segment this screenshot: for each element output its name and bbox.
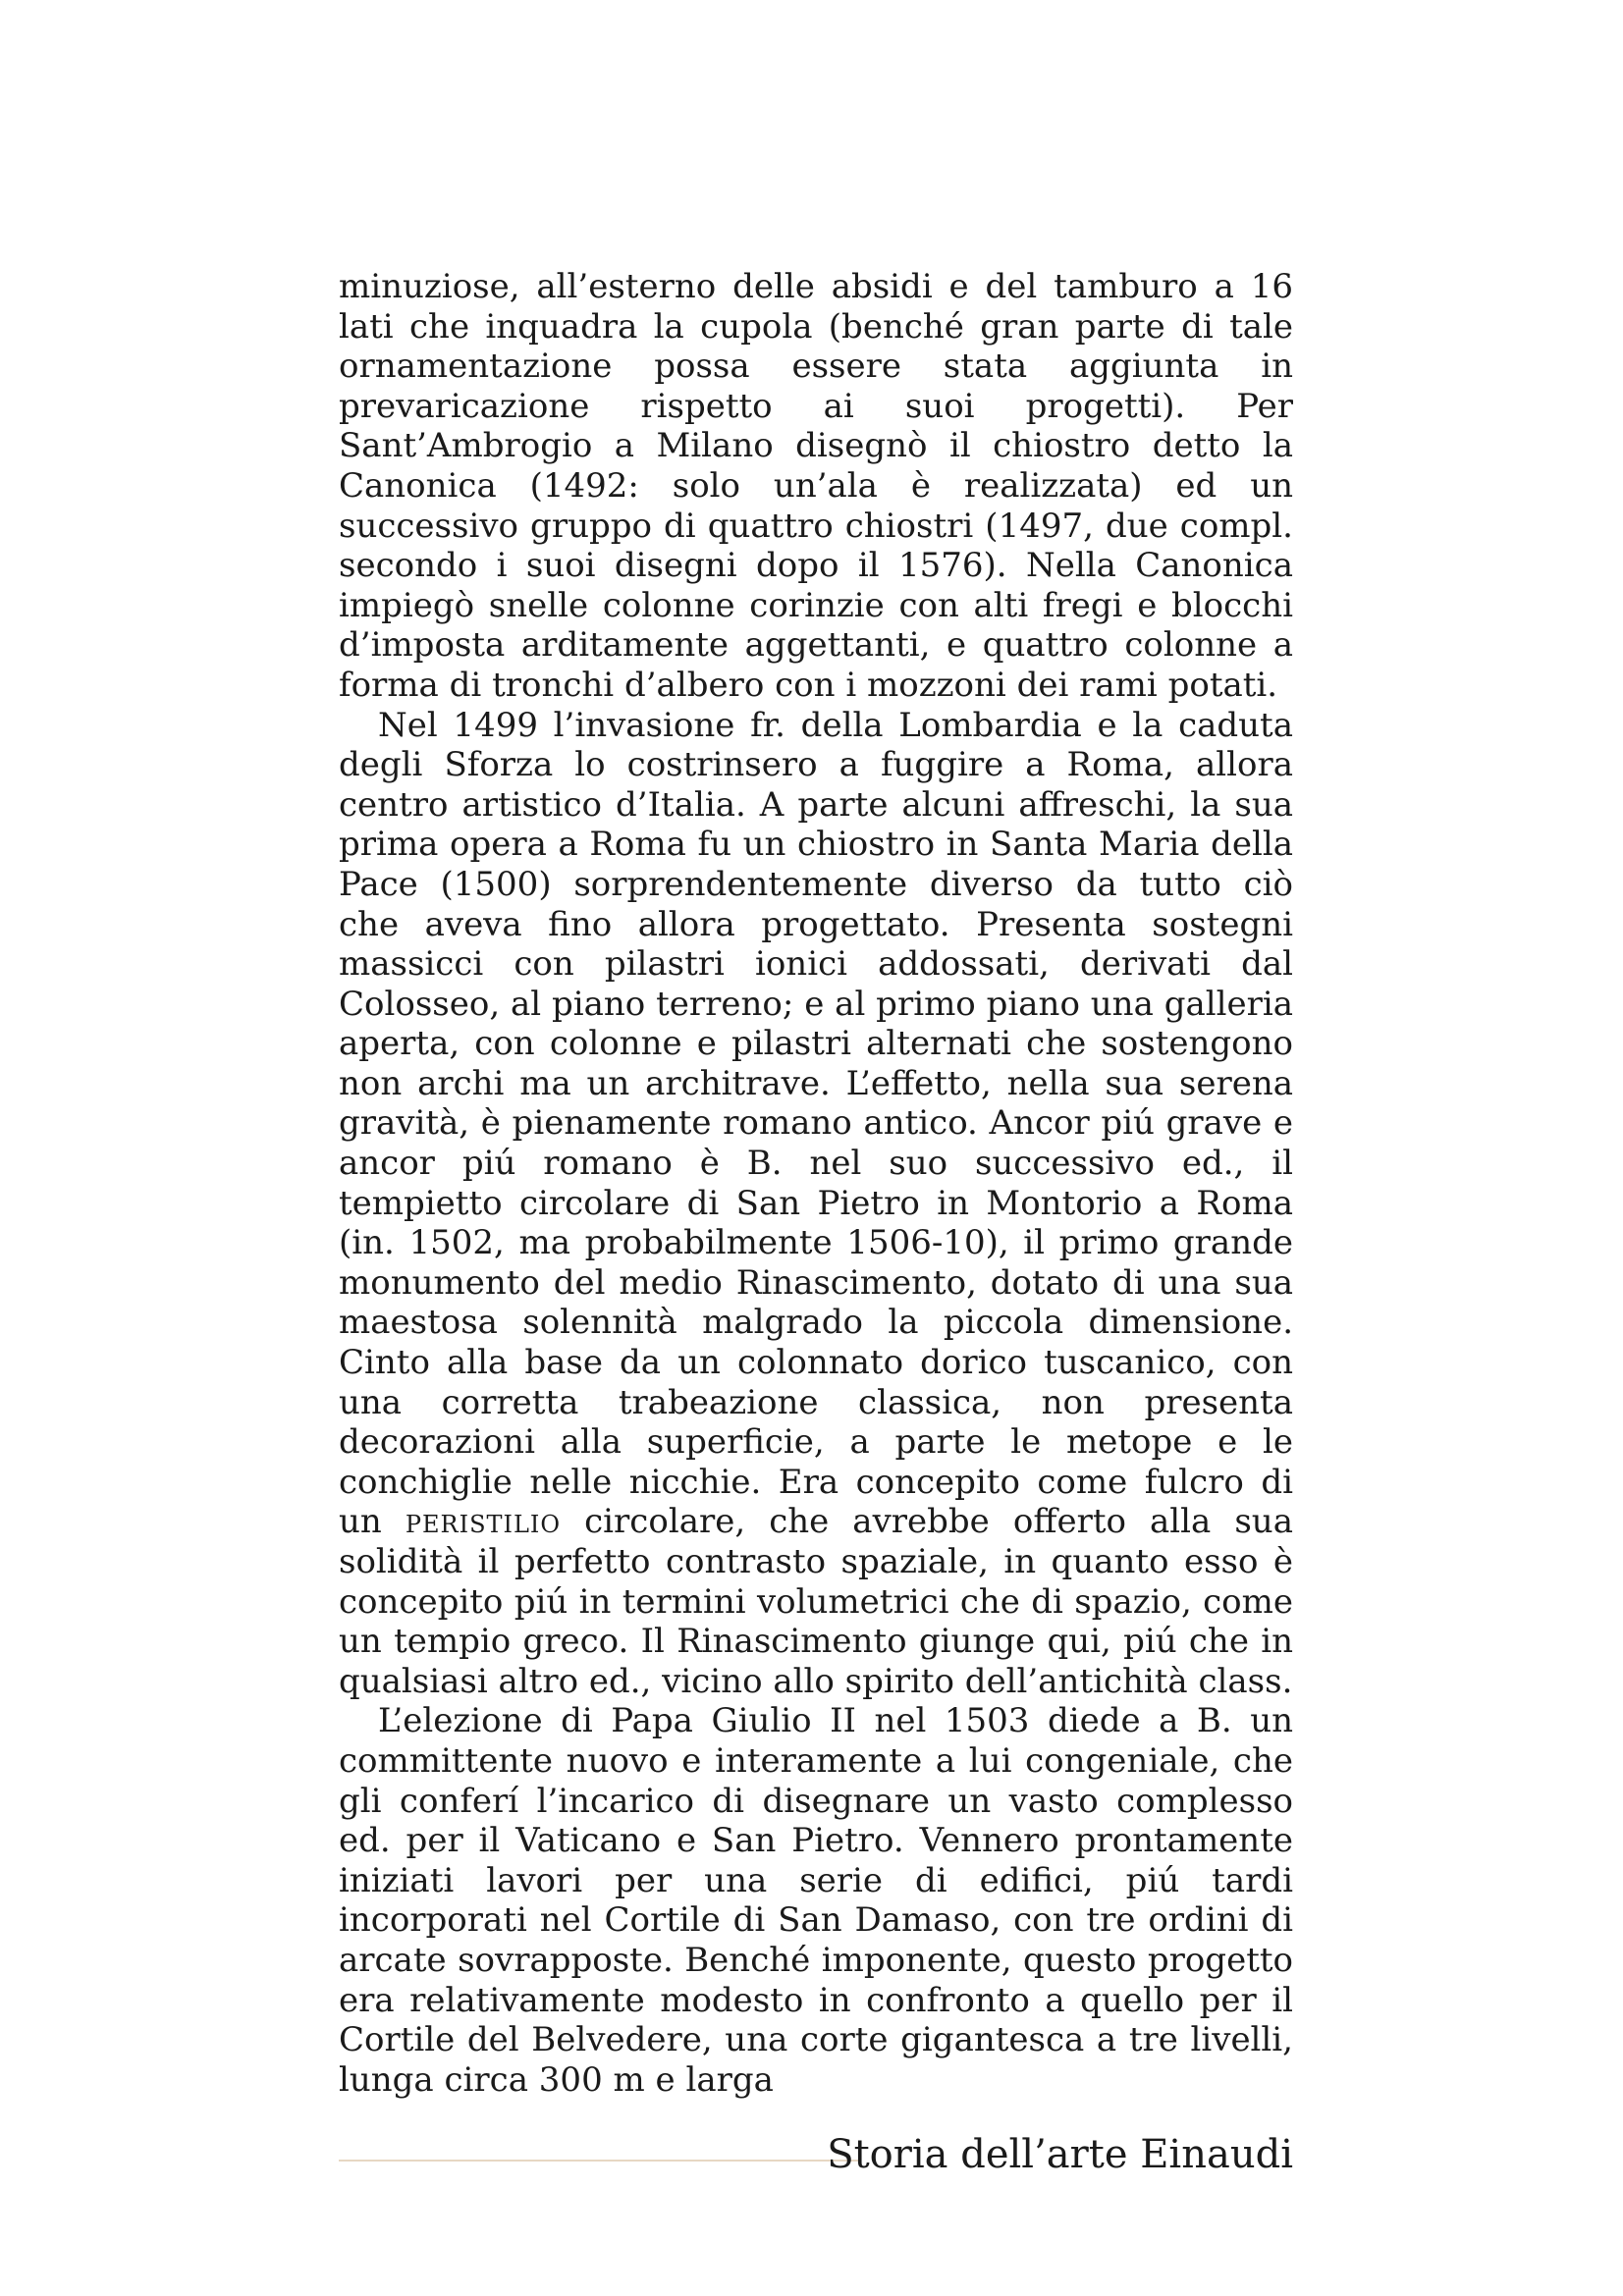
footer-label: Storia dell’arte Einaudi [827, 2132, 1293, 2177]
footer-rule [339, 2160, 859, 2162]
body-text [339, 267, 1293, 2100]
paragraph-2-text-before: Nel 1499 l’invasione fr. della Lombardia e la caduta degli Sforza lo costrinsero a fuggire a Roma, allora centro artistico d’Italia. A parte alcuni affreschi, la sua prima opera a Roma fu un chiostro in Santa Maria della Pace (1500) sorprendentemente diverso da tutto ciò che aveva fino allora progettato. Presenta sostegni massicci con pilastri ionici addossati, derivati dal Colosseo, al piano terreno; e al primo piano una galleria aperta, con colonne e pilastri alternati che sostengono non archi ma un architrave. L’effetto, nella sua serena gravità, è pienamente romano antico. Ancor piú grave e ancor piú romano è B. nel suo successivo ed., il tempietto circolare di San Pietro in Montorio a Roma (in. 1502, ma probabilmente 1506-10), il primo grande monumento del medio Rinascimento, dotato di una sua maestosa solennità malgrado la piccola dimensione. Cinto alla base da un colonnato dorico tuscanico, con una corretta trabeazione classica, non presenta decorazioni alla superficie, a parte le metope e le conchiglie nelle nicchie. Era concepito come fulcro di un [339, 705, 1293, 1542]
paragraph-1: minuziose, all’esterno delle absidi e del tamburo a 16 lati che inquadra la cupola (benché gran parte di tale ornamentazione possa essere stata aggiunta in prevaricazione rispetto ai suoi progetti). Per Sant’Ambrogio a Milano disegnò il chiostro detto la Canonica (1492: solo un’ala è realizzata) ed un successivo gruppo di quattro chiostri (1497, due compl. secondo i suoi disegni dopo il 1576). Nella Canonica impiegò snelle colonne corinzie con alti fregi e blocchi d’imposta arditamente aggettanti, e quattro colonne a forma di tronchi d’albero con i mozzoni dei rami potati. [339, 267, 1293, 705]
paragraph-3: L’elezione di Papa Giulio II nel 1503 diede a B. un committente nuovo e interamente a lui congeniale, che gli conferí l’incarico di disegnare un vasto complesso ed. per il Vaticano e San Pietro. Vennero prontamente iniziati lavori per una serie di edifici, piú tardi incorporati nel Cortile di San Damaso, con tre ordini di arcate sovrapposte. Benché imponente, questo progetto era relativamente modesto in confronto a quello per il Cortile del Belvedere, una corte gigantesca a tre livelli, lunga circa 300 m e larga [339, 1701, 1293, 2100]
paragraph-2 [339, 706, 1293, 1702]
cross-reference-peristilio: peristilio [405, 1502, 562, 1542]
paragraph-2-text-after: circolare, che avrebbe offerto alla sua solidità il perfetto contrasto spaziale, in quanto esso è concepito piú in termini volumetrici che di spazio, come un tempio greco. Il Rinascimento giunge qui, piú che in qualsiasi altro ed., vicino allo spirito dell’antichità class. [339, 1502, 1293, 1701]
